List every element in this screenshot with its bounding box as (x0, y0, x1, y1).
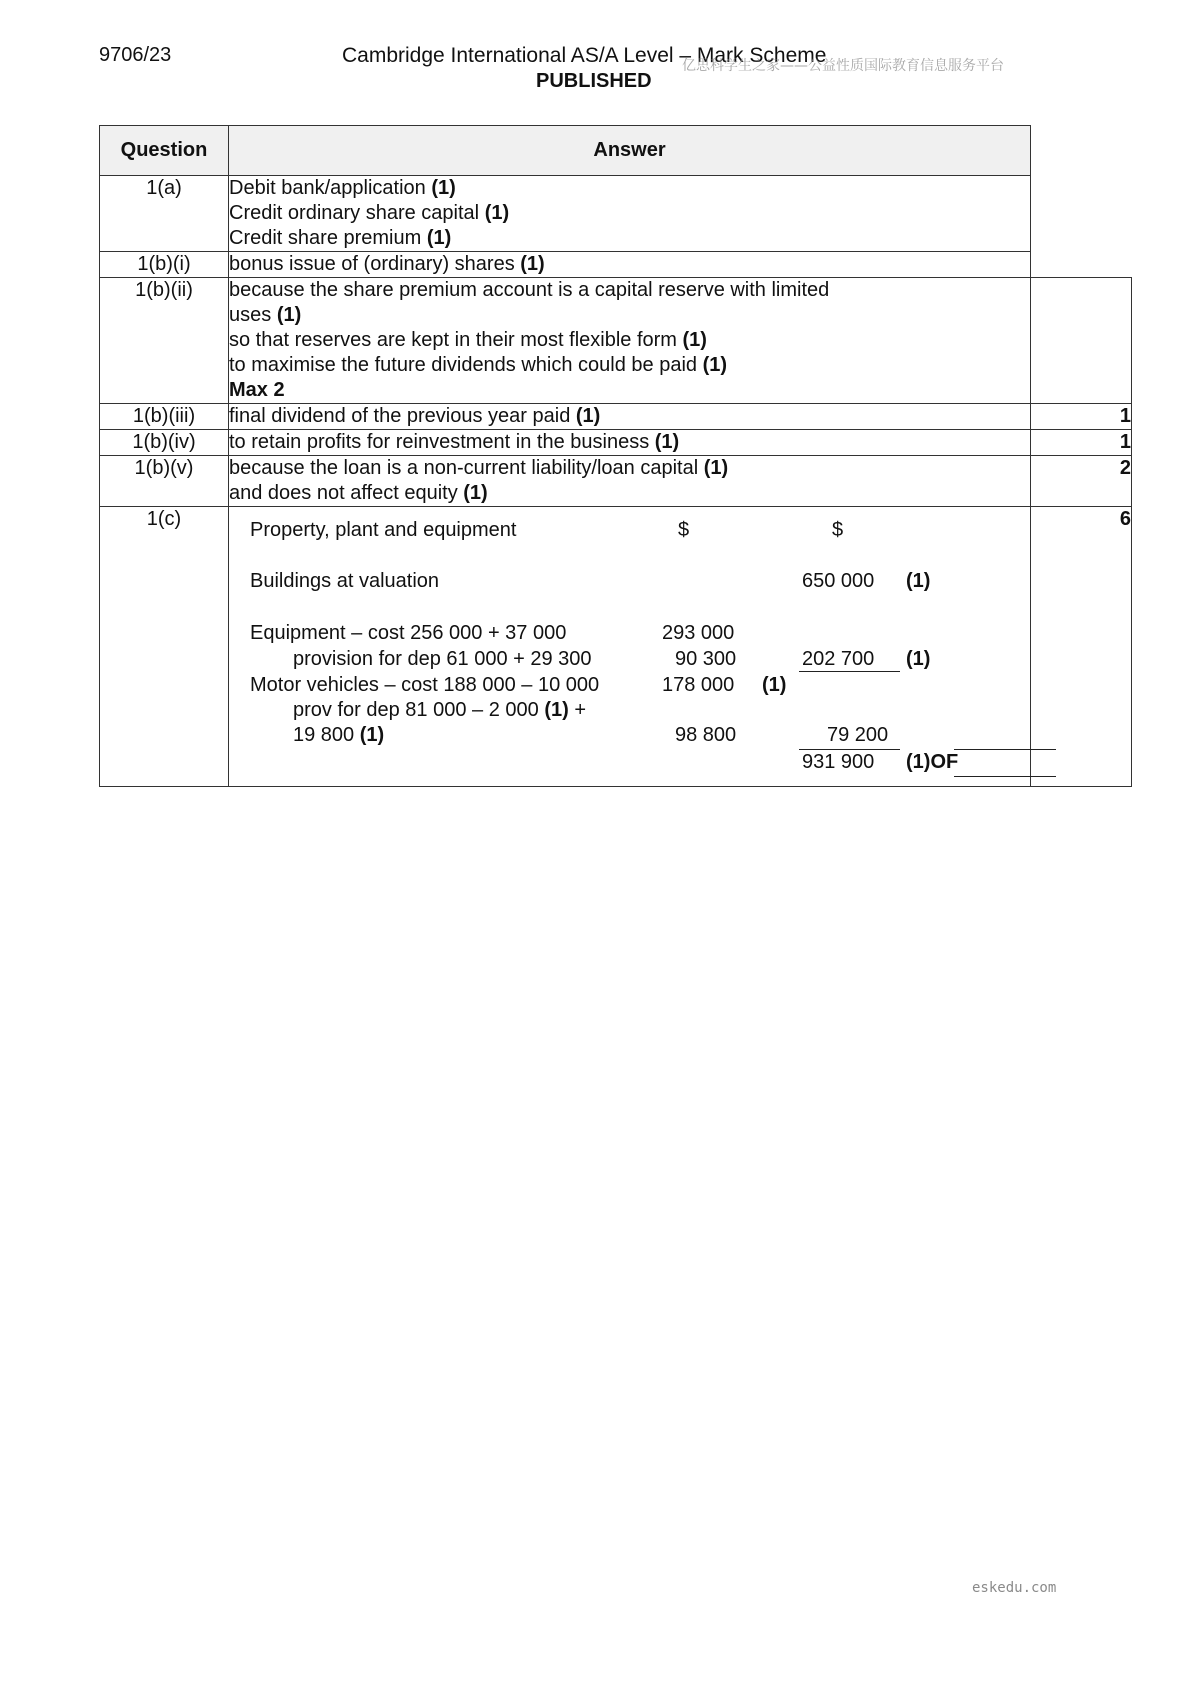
mark-allocation: (1) (654, 431, 680, 453)
answer-text: Credit share premium (229, 227, 427, 249)
question-column-header: Question (100, 126, 229, 176)
answer-line (229, 430, 1030, 455)
answer-cell (229, 404, 1031, 430)
published-label: PUBLISHED (536, 70, 652, 92)
answer-cell (229, 430, 1031, 456)
answer-cell (229, 252, 1031, 278)
column2-dollar: $ (832, 519, 844, 541)
marks-cell: 1 (1031, 404, 1132, 430)
answer-cell (229, 507, 1031, 787)
motor-vehicles-nbv: 79 200 (827, 724, 889, 746)
mv-dep-mark-1: (1) (544, 699, 569, 721)
answer-line (229, 328, 1030, 353)
footer-watermark: eskedu.com (972, 1580, 1057, 1596)
answer-text: so that reserves are kept in their most flexible form (229, 329, 683, 351)
answer-text: Credit ordinary share capital (229, 202, 485, 224)
answer-line (229, 226, 1030, 251)
mark-allocation: (1) (702, 354, 728, 376)
mv-dep-tail: + (568, 699, 587, 721)
ppe-heading: Property, plant and equipment (250, 519, 517, 541)
answer-line (229, 404, 1030, 429)
answer-text: uses (229, 304, 277, 326)
buildings-label: Buildings at valuation (250, 570, 440, 592)
answer-line (229, 481, 1030, 506)
question-number: 1(b)(ii) (100, 278, 229, 404)
mark-allocation: (1) (276, 304, 302, 326)
answer-line (229, 201, 1030, 226)
total-underline (954, 776, 1056, 777)
equipment-cost-value: 293 000 (662, 622, 735, 644)
mark-allocation: (1) (520, 253, 545, 275)
equipment-nbv: 202 700 (802, 648, 875, 670)
ppe-total-mark: (1)OF (906, 751, 959, 773)
answer-text: to retain profits for reinvestment in the business (229, 431, 655, 453)
answer-cell (229, 176, 1031, 252)
marks-column-header (1031, 126, 1132, 176)
column1-dollar: $ (678, 519, 690, 541)
table-row (100, 430, 1132, 456)
answer-line (229, 378, 1030, 403)
answer-line (229, 278, 1030, 303)
answer-text: final dividend of the previous year paid (229, 405, 576, 427)
mark-allocation: (1) (703, 457, 729, 479)
question-number: 1(a) (100, 176, 229, 252)
answer-text: bonus issue of (ordinary) shares (229, 253, 521, 275)
mv-dep-mark-2: (1) (359, 724, 385, 746)
answer-text: because the share premium account is a capital reserve with limited (229, 279, 830, 301)
table-row (100, 456, 1132, 507)
marks-cell: 6 (1031, 507, 1132, 787)
marks-cell: 2 (1031, 456, 1132, 507)
table-row (100, 507, 1132, 787)
answer-line (229, 252, 1030, 277)
question-number: 1(b)(iii) (100, 404, 229, 430)
answer-text: to maximise the future dividends which could be paid (229, 354, 703, 376)
mark-allocation: (1) (463, 482, 488, 504)
answer-column-header: Answer (229, 126, 1031, 176)
subtotal-underline (954, 749, 1056, 750)
answer-cell (229, 456, 1031, 507)
motor-vehicles-cost-value: 178 000 (662, 674, 735, 696)
header-watermark: 亿思科学生之家——公益性质国际教育信息服务平台 (682, 58, 1004, 74)
marks-cell (1031, 176, 1132, 252)
question-number: 1(b)(i) (100, 252, 229, 278)
question-number: 1(c) (100, 507, 229, 787)
answer-text: and does not affect equity (229, 482, 464, 504)
table-body (100, 176, 1132, 787)
buildings-value: 650 000 (802, 570, 875, 592)
answer-text: because the loan is a non-current liability/loan capital (229, 457, 704, 479)
equipment-cost-label: Equipment – cost 256 000 + 37 000 (250, 622, 567, 644)
mark-allocation: (1) (426, 227, 452, 249)
buildings-mark: (1) (906, 570, 931, 592)
mark-allocation: Max 2 (229, 379, 285, 401)
table-header-row (100, 126, 1132, 176)
motor-vehicles-dep-value: 98 800 (675, 724, 737, 746)
equipment-dep-value: 90 300 (675, 648, 737, 670)
table-row (100, 278, 1132, 404)
equipment-dep-underline (799, 671, 900, 672)
mv-dep-text-1: prov for dep 81 000 – 2 000 (293, 699, 545, 721)
motor-vehicles-dep-label-1 (293, 698, 586, 723)
ppe-total: 931 900 (802, 751, 875, 773)
mark-allocation: (1) (484, 202, 510, 224)
answer-cell (229, 278, 1031, 404)
equipment-dep-label: provision for dep 61 000 + 29 300 (293, 648, 592, 670)
motor-vehicles-dep-label-2 (293, 723, 384, 748)
mark-allocation: (1) (682, 329, 707, 351)
table-row (100, 252, 1132, 278)
marks-cell (1031, 278, 1132, 404)
ppe-calculation (250, 518, 1020, 776)
mark-allocation: (1) (575, 405, 601, 427)
mv-dep-text-2: 19 800 (293, 724, 360, 746)
mark-scheme-table (99, 125, 1132, 787)
answer-line (229, 353, 1030, 378)
question-number: 1(b)(iv) (100, 430, 229, 456)
motor-vehicles-cost-label: Motor vehicles – cost 188 000 – 10 000 (250, 674, 600, 696)
table-row (100, 176, 1132, 252)
marks-cell (1031, 252, 1132, 278)
table-row (100, 404, 1132, 430)
document-title: Cambridge International AS/A Level – Mark Scheme (342, 44, 827, 67)
answer-line (229, 176, 1030, 201)
equipment-mark: (1) (906, 648, 931, 670)
answer-line (229, 303, 1030, 328)
answer-line (229, 456, 1030, 481)
document-code: 9706/23 (99, 44, 172, 66)
answer-text: Debit bank/application (229, 177, 432, 199)
marks-cell: 1 (1031, 430, 1132, 456)
mark-allocation: (1) (431, 177, 456, 199)
question-number: 1(b)(v) (100, 456, 229, 507)
motor-vehicles-cost-mark: (1) (762, 674, 787, 696)
